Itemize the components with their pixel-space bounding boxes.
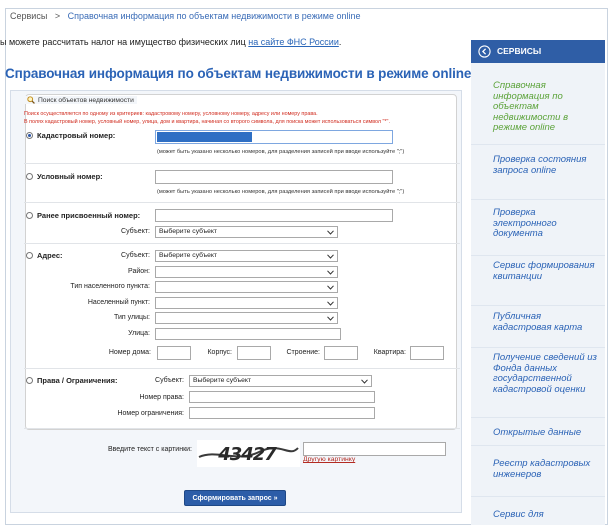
sidebar-item-service-for[interactable]: Сервис для	[493, 509, 544, 520]
search-hint: Поиск осуществляется по одному из критериев: кадастровому номеру, условному номеру, адресу или номеру права. В полях кадастровый номер, условный номер, улица, дом и квартира, начиная со второго символа, для поиска может использоваться символ "*".	[24, 111, 390, 125]
building-input[interactable]	[237, 346, 271, 360]
back-circle-icon	[478, 45, 491, 58]
apartment-label: Квартира:	[373, 349, 406, 356]
region-select[interactable]	[155, 266, 338, 278]
address-label: Адрес:	[37, 251, 63, 260]
submit-button[interactable]: Сформировать запрос »	[184, 490, 286, 506]
divider	[24, 202, 460, 203]
intro-text: ы можете рассчитать налог на имущество физических лиц на сайте ФНС России.	[0, 37, 342, 47]
sidebar-item-receipt-service[interactable]: Сервис формирования квитанции	[471, 261, 605, 306]
previous-subject-select[interactable]: Выберите субъект	[155, 226, 338, 238]
captcha-label: Введите текст с картинки:	[107, 446, 192, 453]
services-sidebar	[471, 40, 605, 525]
apartment-input[interactable]	[410, 346, 444, 360]
sidebar-item-document-check[interactable]: Проверка электронного документа	[471, 208, 605, 256]
restriction-number-label: Номер ограничения:	[117, 410, 184, 417]
breadcrumb	[10, 11, 360, 21]
conditional-note: (может быть указано несколько номеров, для разделения записей при вводе используйте ";")	[157, 189, 405, 195]
sidebar-item-valuation-fund[interactable]: Получение сведений из Фонда данных государственной кадастровой оценки	[471, 353, 605, 418]
conditional-input[interactable]	[155, 170, 393, 184]
divider	[24, 428, 460, 429]
previous-input[interactable]	[155, 209, 393, 222]
captcha-image	[197, 440, 300, 467]
settlement-type-label: Тип населенного пункта:	[70, 283, 150, 290]
house-input[interactable]	[157, 346, 191, 360]
sidebar-item-engineers-registry[interactable]: Реестр кадастровых инженеров	[471, 459, 605, 497]
sidebar-header[interactable]: СЕРВИСЫ	[471, 40, 605, 63]
structure-input[interactable]	[324, 346, 358, 360]
search-icon	[27, 96, 35, 104]
divider	[24, 368, 460, 369]
address-subject-select[interactable]: Выберите субъект	[155, 250, 338, 262]
settlement-label: Населенный пункт:	[87, 299, 150, 306]
street-label: Улица:	[128, 330, 150, 337]
rights-subject-select[interactable]: Выберите субъект	[189, 375, 372, 387]
house-label: Номер дома:	[108, 349, 151, 356]
selected-text-highlight	[157, 132, 252, 142]
rights-radio[interactable]	[26, 377, 33, 384]
chevron-down-icon	[327, 270, 334, 275]
chevron-down-icon	[327, 316, 334, 321]
captcha-input[interactable]	[303, 442, 446, 456]
page-title: Справочная информация по объектам недвижимости в режиме online	[5, 66, 472, 81]
building-label: Корпус:	[207, 349, 232, 356]
chevron-down-icon	[327, 285, 334, 290]
settlement-select[interactable]	[155, 297, 338, 309]
street-type-select[interactable]	[155, 312, 338, 324]
search-legend: Поиск объектов недвижимости	[24, 96, 137, 104]
address-radio[interactable]	[26, 252, 33, 259]
cadastral-label: Кадастровый номер:	[37, 131, 116, 140]
region-label: Район:	[128, 268, 150, 275]
conditional-radio[interactable]	[26, 173, 33, 180]
chevron-down-icon	[327, 301, 334, 306]
right-number-label: Номер права:	[139, 394, 184, 401]
rights-subject-label: Субъект:	[155, 377, 184, 384]
subject-label: Субъект:	[121, 228, 150, 235]
cadastral-radio[interactable]	[26, 132, 33, 139]
settlement-type-select[interactable]	[155, 281, 338, 293]
rights-label: Права / Ограничения:	[37, 376, 118, 385]
sidebar-item-cadastral-map[interactable]: Публичная кадастровая карта	[471, 312, 605, 348]
chevron-down-icon	[327, 254, 334, 259]
captcha-text: 43427	[218, 444, 276, 465]
restriction-number-input[interactable]	[189, 407, 375, 419]
sidebar-item-reference-info[interactable]: Справочная информация по объектам недвижимости в режиме online	[471, 81, 605, 145]
right-number-input[interactable]	[189, 391, 375, 403]
cadastral-input[interactable]	[155, 130, 393, 144]
structure-label: Строение:	[286, 349, 320, 356]
breadcrumb-root[interactable]: Сервисы	[10, 11, 48, 21]
chevron-down-icon	[327, 230, 334, 235]
street-input[interactable]	[155, 328, 341, 340]
breadcrumb-separator: >	[54, 11, 61, 21]
address-subject-label: Субъект:	[121, 252, 150, 259]
other-captcha-link[interactable]: Другую картинку	[303, 456, 356, 463]
previous-label: Ранее присвоенный номер:	[37, 211, 141, 220]
breadcrumb-current[interactable]: Справочная информация по объектам недвижимости в режиме online	[67, 11, 361, 21]
street-type-label: Тип улицы:	[114, 314, 150, 321]
chevron-down-icon	[361, 379, 368, 384]
cadastral-note: (может быть указано несколько номеров, для разделения записей при вводе используйте ";")	[157, 149, 405, 155]
divider	[24, 163, 460, 164]
previous-radio[interactable]	[26, 212, 33, 219]
divider	[24, 243, 460, 244]
sidebar-item-request-status[interactable]: Проверка состояния запроса online	[471, 155, 605, 200]
sidebar-item-open-data[interactable]: Открытые данные	[471, 428, 605, 446]
conditional-label: Условный номер:	[37, 172, 103, 181]
fns-link[interactable]: на сайте ФНС России	[248, 37, 339, 47]
